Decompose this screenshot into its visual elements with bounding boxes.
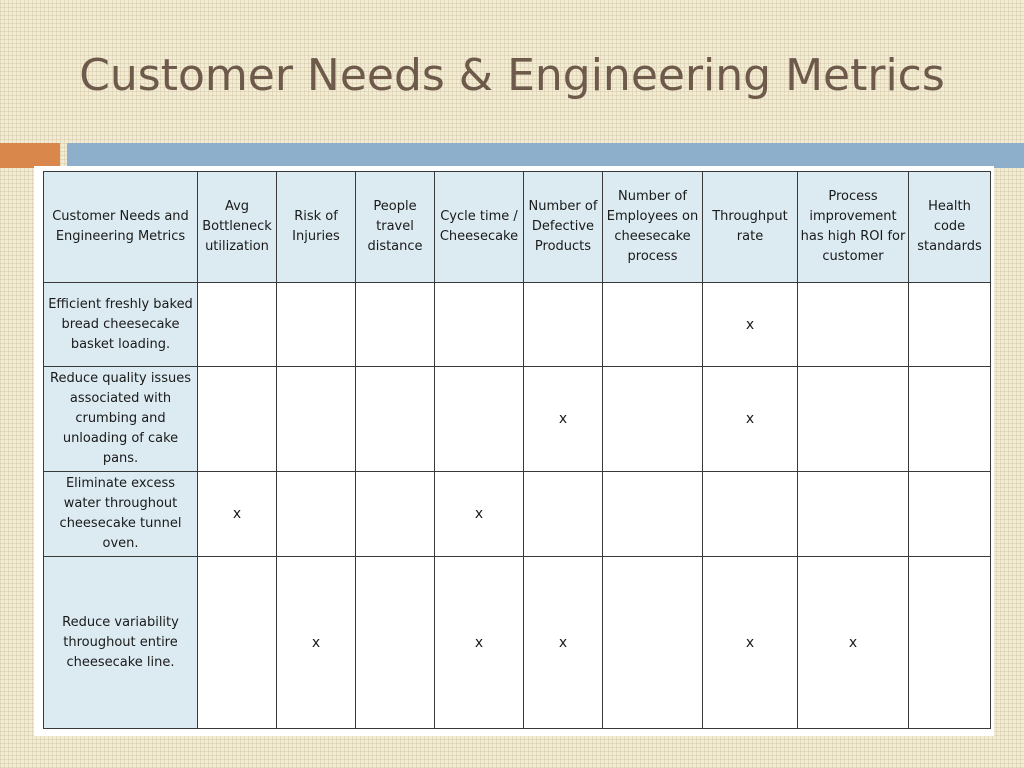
table-cell — [798, 283, 909, 367]
table-cell: x — [703, 557, 798, 729]
table-cell — [277, 283, 356, 367]
table-cell: x — [435, 557, 524, 729]
table-row — [44, 283, 991, 367]
table-cell — [603, 367, 703, 472]
table-cell — [524, 472, 603, 557]
table-cell: x — [524, 557, 603, 729]
column-header: Avg Bottleneck utilization — [198, 172, 277, 283]
table-cell — [356, 367, 435, 472]
column-header: Throughput rate — [703, 172, 798, 283]
table-cell — [909, 367, 991, 472]
table-cell — [435, 367, 524, 472]
table-cell — [603, 557, 703, 729]
table-cell: x — [798, 557, 909, 729]
column-header: Number of Defective Products — [524, 172, 603, 283]
row-header: Eliminate excess water throughout cheesecake tunnel oven. — [44, 472, 198, 557]
table-cell — [356, 472, 435, 557]
corner-header: Customer Needs and Engineering Metrics — [44, 172, 198, 283]
header-row — [44, 172, 991, 283]
row-header: Reduce variability throughout entire cheesecake line. — [44, 557, 198, 729]
accent-bar-blue — [67, 143, 1024, 168]
table-cell — [703, 472, 798, 557]
table-cell — [277, 472, 356, 557]
table-cell — [603, 283, 703, 367]
row-header: Reduce quality issues associated with crumbing and unloading of cake pans. — [44, 367, 198, 472]
table-cell — [603, 472, 703, 557]
row-header: Efficient freshly baked bread cheesecake basket loading. — [44, 283, 198, 367]
table-cell — [198, 283, 277, 367]
column-header: Number of Employees on cheesecake process — [603, 172, 703, 283]
column-header: Cycle time / Cheesecake — [435, 172, 524, 283]
column-header: Process improvement has high ROI for customer — [798, 172, 909, 283]
table-cell: x — [703, 283, 798, 367]
slide-title: Customer Needs & Engineering Metrics — [79, 50, 945, 101]
needs-metrics-matrix — [43, 171, 991, 729]
column-header: People travel distance — [356, 172, 435, 283]
table-cell — [198, 557, 277, 729]
table-cell — [277, 367, 356, 472]
table-cell: x — [198, 472, 277, 557]
table-cell: x — [277, 557, 356, 729]
column-header: Health code standards — [909, 172, 991, 283]
accent-bar-orange — [0, 143, 60, 168]
table-row — [44, 472, 991, 557]
table-row — [44, 367, 991, 472]
table-cell — [909, 557, 991, 729]
table-cell: x — [703, 367, 798, 472]
table-cell — [356, 283, 435, 367]
table-cell — [909, 472, 991, 557]
table-cell — [798, 367, 909, 472]
table-cell — [909, 283, 991, 367]
table-cell — [435, 283, 524, 367]
table-cell: x — [435, 472, 524, 557]
table-cell — [198, 367, 277, 472]
table-cell — [798, 472, 909, 557]
table-row — [44, 557, 991, 729]
table-cell — [524, 283, 603, 367]
column-header: Risk of Injuries — [277, 172, 356, 283]
table-cell — [356, 557, 435, 729]
table-cell: x — [524, 367, 603, 472]
